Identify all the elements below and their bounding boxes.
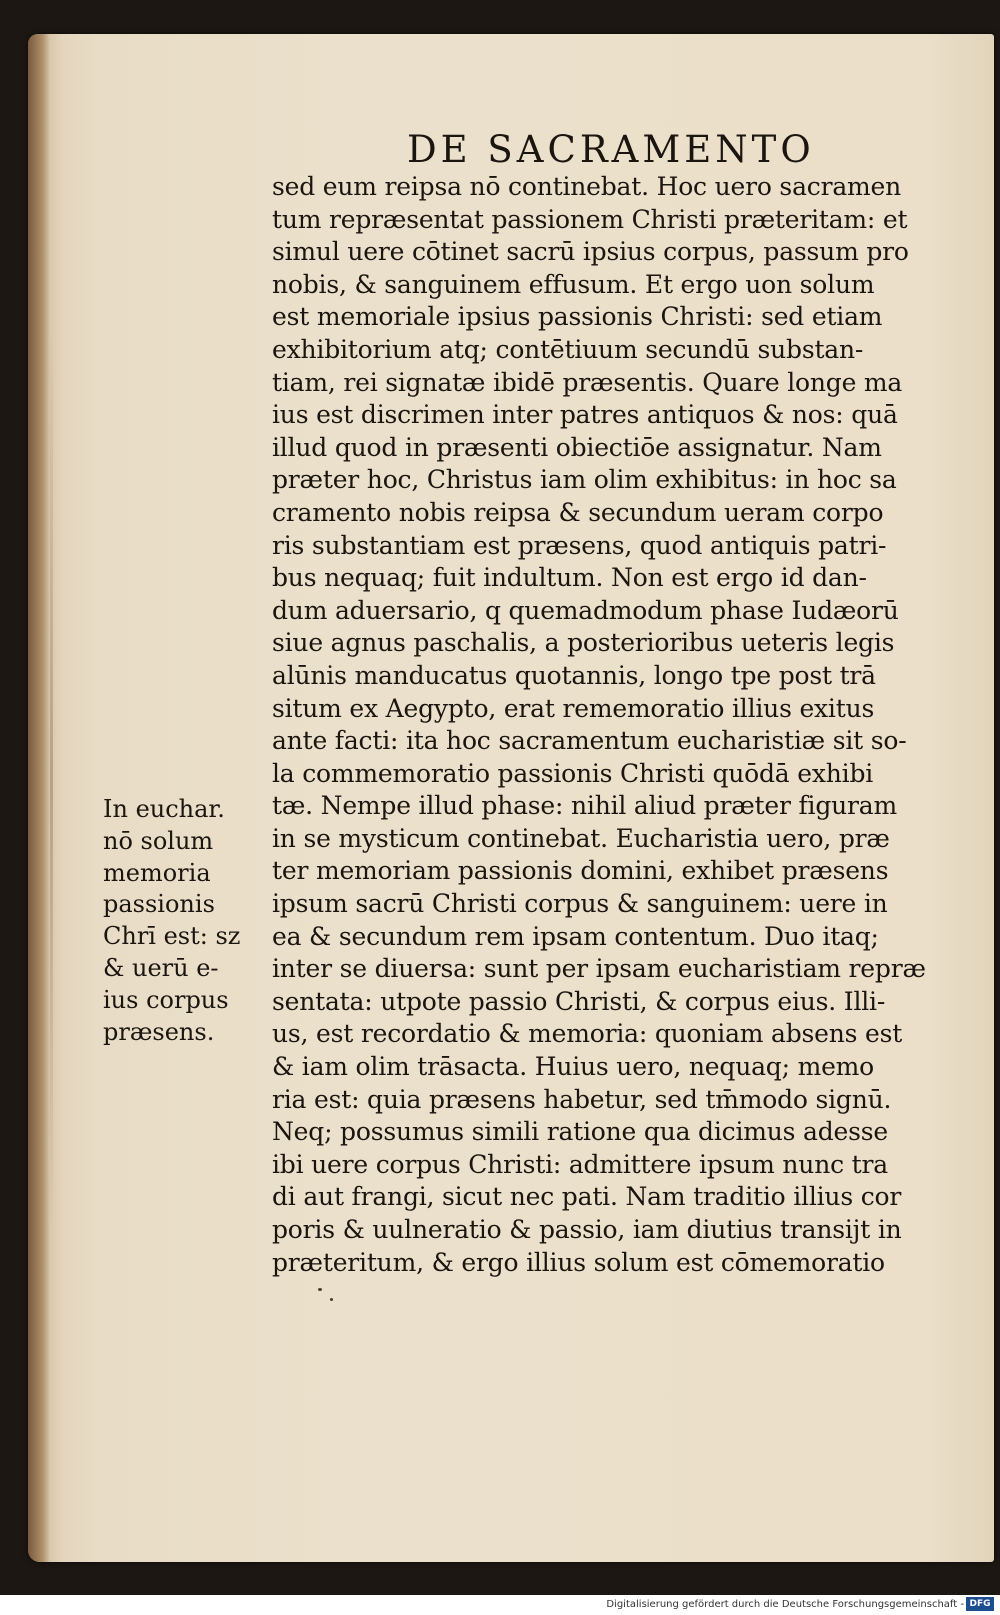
text-line: la commemoratio passionis Christi quōdā exhibi bbox=[272, 758, 874, 788]
margin-note-line: ius corpus bbox=[103, 985, 229, 1014]
text-line: ius est discrimen inter patres antiquos & nos: quā bbox=[272, 400, 898, 430]
margin-note-line: & uerū e- bbox=[103, 953, 219, 982]
text-line: poris & uulneratio & passio, iam diutius transijt in bbox=[272, 1215, 902, 1244]
text-line: inter se diuersa: sunt per ipsam eucharistiam repræ bbox=[272, 954, 926, 984]
text-line: tiam, rei signatæ ibidē præsentis. Quare longe ma bbox=[272, 367, 903, 397]
margin-note-line: memoria bbox=[103, 858, 211, 887]
text-line: ea & secundum rem ipsam contentum. Duo itaq; bbox=[272, 921, 879, 951]
text-line: alūnis manducatus quotannis, longo tpe post trā bbox=[272, 660, 876, 690]
text-line: sentata: utpote passio Christi, & corpus eius. Illi- bbox=[272, 986, 886, 1016]
marginal-note bbox=[103, 794, 253, 1048]
margin-note-line: nō solum bbox=[103, 826, 214, 855]
digitization-footer bbox=[0, 1595, 1000, 1615]
ink-speck bbox=[330, 1298, 333, 1301]
text-line: cramento nobis reipsa & secundum ueram corpo bbox=[272, 497, 884, 527]
main-text-block bbox=[272, 171, 962, 1279]
text-line: bus nequaq; fuit indultum. Non est ergo id dan- bbox=[272, 563, 867, 593]
text-line: ipsum sacrū Christi corpus & sanguinem: uere in bbox=[272, 889, 888, 919]
margin-note-line: In euchar. bbox=[103, 795, 225, 823]
text-line: tæ. Nempe illud phase: nihil aliud præter figuram bbox=[272, 791, 897, 821]
text-line: illud quod in præsenti obiectiōe assignatur. Nam bbox=[272, 432, 882, 462]
text-line: ris substantiam est præsens, quod antiquis patri- bbox=[272, 530, 887, 560]
text-line: dum aduersario, q quemadmodum phase Iudæorū bbox=[272, 595, 899, 625]
text-line: us, est recordatio & memoria: quoniam absens est bbox=[272, 1019, 903, 1049]
text-line: ter memoriam passionis domini, exhibet præsens bbox=[272, 856, 889, 886]
gutter-shadow bbox=[50, 330, 53, 1230]
text-line: in se mysticum continebat. Eucharistia uero, præ bbox=[272, 823, 890, 853]
margin-note-line: præsens. bbox=[103, 1017, 215, 1046]
text-line: di aut frangi, sicut nec pati. Nam traditio illius cor bbox=[272, 1182, 902, 1212]
text-line: exhibitorium atq; contētiuum secundū substan- bbox=[272, 334, 864, 364]
text-line: siue agnus paschalis, a posterioribus ueteris legis bbox=[272, 628, 895, 658]
text-line: nobis, & sanguinem effusum. Et ergo uon solum bbox=[272, 269, 875, 299]
text-line: Neq; possumus simili ratione qua dicimus adesse bbox=[272, 1117, 888, 1147]
text-line: simul uere cōtinet sacrū ipsius corpus, passum pro bbox=[272, 237, 909, 267]
margin-note-line: Chrī est: sz bbox=[103, 922, 241, 951]
text-line: ibi uere corpus Christi: admittere ipsum nunc tra bbox=[272, 1149, 888, 1179]
text-line: est memoriale ipsius passionis Christi: sed etiam bbox=[272, 302, 883, 332]
text-line: ante facti: ita hoc sacramentum eucharistiæ sit so- bbox=[272, 726, 907, 756]
margin-note-line: passionis bbox=[103, 890, 215, 919]
text-line: ria est: quia præsens habetur, sed tm̄modo signū. bbox=[272, 1084, 892, 1114]
text-line: sed eum reipsa nō continebat. Hoc uero sacramen bbox=[272, 172, 902, 201]
footer-credit: Digitalisierung gefördert durch die Deutsche Forschungsgemeinschaft - bbox=[606, 1599, 964, 1610]
page-spine-edge bbox=[28, 34, 50, 1562]
ink-speck bbox=[318, 1288, 322, 1291]
text-line: præteritum, & ergo illius solum est cōmemoratio bbox=[272, 1247, 885, 1277]
text-line: & iam olim trāsacta. Huius uero, nequaq; memo bbox=[272, 1052, 875, 1082]
text-line: tum repræsentat passionem Christi præteritam: et bbox=[272, 204, 908, 234]
running-head: DE SACRAMENTO bbox=[407, 128, 815, 171]
text-line: præter hoc, Christus iam olim exhibitus: in hoc sa bbox=[272, 465, 897, 495]
dfg-logo: DFG bbox=[966, 1597, 994, 1611]
text-line: situm ex Aegypto, erat rememoratio illius exitus bbox=[272, 693, 875, 723]
